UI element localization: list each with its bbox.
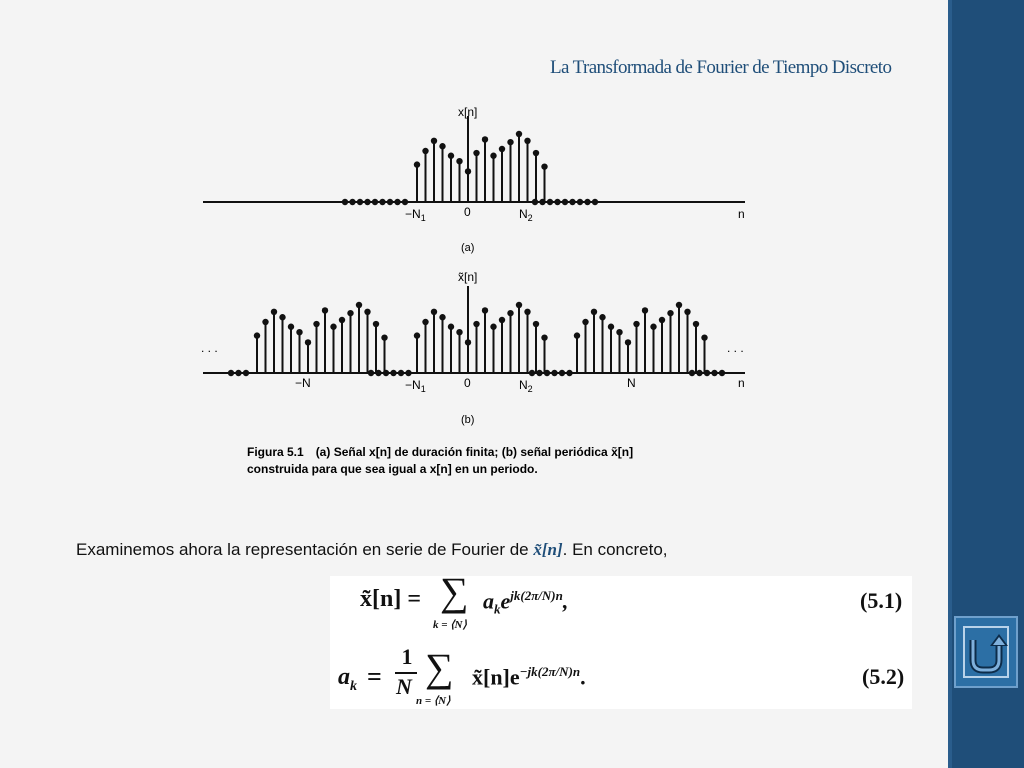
stem-head (482, 136, 488, 142)
stem-head (684, 309, 690, 315)
zero-sample (559, 370, 565, 376)
stem-head (271, 309, 277, 315)
stem-head (456, 329, 462, 335)
label-zero-a: 0 (464, 205, 471, 219)
body-math-xtilde: x̃[n] (533, 540, 563, 559)
stem-head (356, 302, 362, 308)
stem-head (524, 138, 530, 144)
zero-sample (379, 199, 385, 205)
stems-b (254, 302, 708, 373)
stem-head (279, 314, 285, 320)
zero-sample (387, 199, 393, 205)
equation-5-2-term: $x̃[n]e^{-jk(2\pi/N)n}$. (472, 664, 586, 690)
stem-head (533, 150, 539, 156)
zero-sample (368, 370, 374, 376)
stem-head (516, 302, 522, 308)
equation-5-1-lhs: x̃[n] = (360, 586, 422, 612)
stem-head (330, 324, 336, 330)
figure-5-1 (195, 98, 765, 490)
stem-head (659, 317, 665, 323)
zero-sample (398, 370, 404, 376)
zero-sample (584, 199, 590, 205)
equation-5-2-frac-den: N (396, 674, 412, 699)
equation-5-1-sum: ∑ (440, 569, 469, 614)
zero-sample (719, 370, 725, 376)
equation-5-1-number: (5.1) (860, 588, 903, 613)
label-N-b: N (627, 376, 636, 390)
stem-head (507, 139, 513, 145)
stem-head (499, 146, 505, 152)
dots-right: . . . (727, 341, 744, 355)
dots-left: . . . (201, 341, 218, 355)
equation-5-1-sum-index: k = ⟨N⟩ (433, 619, 467, 631)
stem-head (339, 317, 345, 323)
stem-head (313, 321, 319, 327)
zero-sample (536, 370, 542, 376)
figure-caption-line1: Figura 5.1 (a) Señal x[n] de duración finita; (b) señal periódica x̃[n] (247, 445, 634, 459)
caption-a: (a) (461, 242, 475, 254)
figure-caption-line2: construida para que sea igual a x[n] en un periodo. (247, 462, 538, 476)
zero-sample (577, 199, 583, 205)
stem-head (296, 329, 302, 335)
stem-head (642, 307, 648, 313)
stem-head (582, 319, 588, 325)
label-minus-n1-b: $-N_1$ (405, 378, 426, 394)
zero-sample (551, 370, 557, 376)
stem-head (507, 310, 513, 316)
equation-5-2-sum-index: n = ⟨N⟩ (416, 695, 451, 707)
stem-head (625, 339, 631, 345)
zero-sample (592, 199, 598, 205)
stem-head (448, 324, 454, 330)
stem-head (541, 334, 547, 340)
stem-head (574, 332, 580, 338)
stem-head (482, 307, 488, 313)
slide-title: La Transformada de Fourier de Tiempo Discreto (550, 57, 892, 78)
stem-head (364, 309, 370, 315)
caption-b: (b) (461, 414, 475, 426)
stem-head (465, 168, 471, 174)
stem-plot-figure (195, 98, 765, 490)
label-n-a: n (738, 207, 745, 221)
zero-sample (243, 370, 249, 376)
stem-head (414, 161, 420, 167)
stem-head (490, 153, 496, 159)
body-text-end: . En concreto, (562, 540, 668, 559)
stem-head (422, 148, 428, 154)
label-n2-a: $N_2$ (519, 207, 533, 223)
stem-head (599, 314, 605, 320)
stem-head (473, 321, 479, 327)
stem-head (322, 307, 328, 313)
stem-head (254, 332, 260, 338)
stem-head (490, 324, 496, 330)
label-zero-b: 0 (464, 376, 471, 390)
stem-head (616, 329, 622, 335)
stem-head (541, 163, 547, 169)
stem-head (650, 324, 656, 330)
zero-sample (569, 199, 575, 205)
stem-head (516, 131, 522, 137)
zero-sample (372, 199, 378, 205)
back-button[interactable] (954, 616, 1018, 688)
zero-sample (349, 199, 355, 205)
stem-head (448, 153, 454, 159)
ylabel-a: x[n] (458, 105, 478, 119)
stem-head (381, 334, 387, 340)
label-minus-N-b: −N (295, 376, 311, 390)
equation-5-2-equals: = (367, 662, 382, 691)
stem-head (693, 321, 699, 327)
stem-head (499, 317, 505, 323)
label-minus-n1-a: $-N_1$ (405, 207, 426, 223)
sidebar-edge (948, 0, 952, 768)
zero-sample (689, 370, 695, 376)
stem-head (473, 150, 479, 156)
body-paragraph (76, 540, 668, 560)
stem-head (533, 321, 539, 327)
stem-head (431, 138, 437, 144)
zero-sample (405, 370, 411, 376)
label-n-b: n (738, 376, 745, 390)
equation-5-2-sum: ∑ (425, 645, 454, 690)
stem-head (667, 310, 673, 316)
stem-head (633, 321, 639, 327)
ylabel-b: x̃[n] (458, 270, 478, 284)
zero-sample (566, 370, 572, 376)
zero-sample (554, 199, 560, 205)
stem-head (701, 334, 707, 340)
equation-5-2-number: (5.2) (862, 664, 905, 689)
stem-head (524, 309, 530, 315)
stem-head (439, 314, 445, 320)
stem-head (439, 143, 445, 149)
stem-head (373, 321, 379, 327)
zero-sample (228, 370, 234, 376)
equation-5-2-frac-num: 1 (401, 644, 413, 669)
stem-head (431, 309, 437, 315)
body-text-start: Examinemos ahora la representación en serie de Fourier de (76, 540, 534, 559)
zero-sample (562, 199, 568, 205)
stems-a (414, 131, 548, 202)
zero-sample (394, 199, 400, 205)
zero-sample (711, 370, 717, 376)
zero-sample (235, 370, 241, 376)
equation-5-2-lhs: $a_k$ (338, 664, 357, 694)
equation-5-1-term: $a_ke^{jk(2\pi/N)n}$, (483, 588, 569, 617)
zero-sample (342, 199, 348, 205)
zero-sample (390, 370, 396, 376)
label-n2-b: $N_2$ (519, 378, 533, 394)
stem-head (414, 332, 420, 338)
zero-sample (547, 199, 553, 205)
stem-head (608, 324, 614, 330)
stem-head (465, 339, 471, 345)
stem-head (288, 324, 294, 330)
stem-head (591, 309, 597, 315)
stem-head (676, 302, 682, 308)
stem-head (422, 319, 428, 325)
zero-sample (529, 370, 535, 376)
zero-sample (402, 199, 408, 205)
stem-head (305, 339, 311, 345)
zero-sample (364, 199, 370, 205)
zero-sample (696, 370, 702, 376)
u-turn-back-icon (963, 626, 1009, 678)
stem-head (347, 310, 353, 316)
stem-head (456, 158, 462, 164)
stem-head (262, 319, 268, 325)
zero-sample (357, 199, 363, 205)
